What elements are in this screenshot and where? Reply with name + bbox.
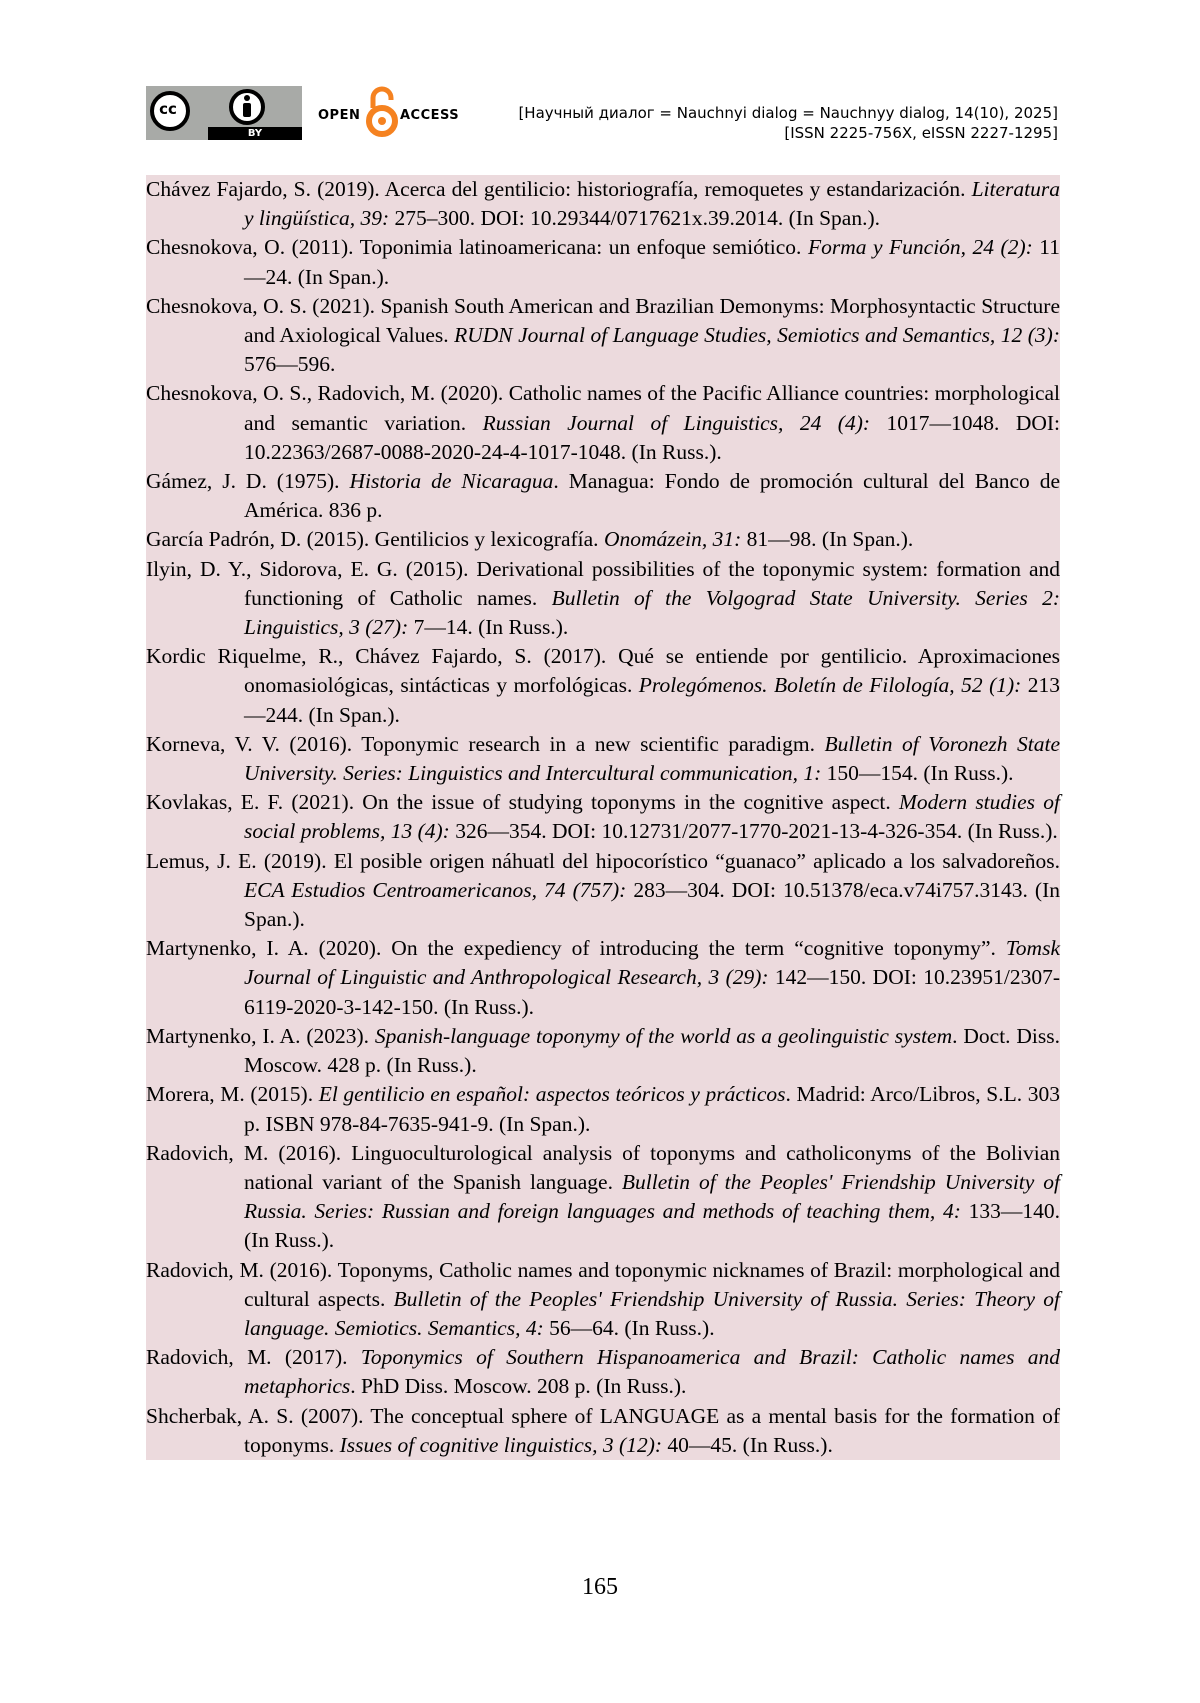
attribution-icon	[241, 95, 253, 117]
journal-citation	[518, 103, 1058, 143]
reference-entry	[146, 1080, 1060, 1138]
cc-symbol: cc	[159, 100, 177, 118]
reference-source: Bulletin of the Peoples' Friendship University of Russia. Series: Theory of language. Semiotics. Semantics, 4:	[244, 1286, 1060, 1340]
reference-source: El gentilicio en español: aspectos teóricos y prácticos	[318, 1082, 786, 1107]
reference-details: . Managua: Fondo de promoción cultural del Banco de América. 836 p.	[244, 469, 1060, 523]
reference-details: 213—244. (In Span.).	[244, 673, 1061, 727]
reference-details: 56—64. (In Russ.).	[543, 1315, 715, 1340]
reference-details: . Madrid: Arco/Libros, S.L. 303 p. ISBN 978-84-7635-941-9. (In Span.).	[244, 1082, 1060, 1136]
reference-text: Chesnokova, O. (2011). Toponimia latinoamericana: un enfoque semiótico.	[146, 235, 808, 260]
reference-details: 283—304. DOI: 10.51378/eca.v74i757.3143. (In Span.).	[244, 877, 1060, 932]
reference-source: Toponymics of Southern Hispanoamerica and Brazil: Catholic names and metaphorics	[244, 1345, 1060, 1399]
page-header	[0, 0, 1200, 150]
reference-text: Radovich, M. (2017).	[146, 1345, 361, 1370]
reference-details: 576—596.	[244, 352, 336, 377]
reference-entry	[146, 1256, 1060, 1344]
reference-text: Chesnokova, O. S. (2021). Spanish South American and Brazilian Demonyms: Morphosyntactic Structure and Axiological Values.	[146, 293, 1060, 348]
reference-source: Russian Journal of Linguistics, 24 (4):	[482, 410, 871, 435]
reference-text: Radovich, M. (2016). Toponyms, Catholic names and toponymic nicknames of Brazil: morphological and cultural aspects.	[146, 1257, 1060, 1311]
reference-text: Lemus, J. E. (2019). El posible origen náhuatl del hipocorístico “guanaco” aplicado a los salvadoreños.	[146, 848, 1060, 873]
reference-source: Tomsk Journal of Linguistic and Anthropological Research, 3 (29):	[244, 936, 1060, 990]
reference-details: 275–300. DOI: 10.29344/0717621x.39.2014. (In Span.).	[389, 206, 880, 231]
reference-text: Ilyin, D. Y., Sidorova, E. G. (2015). Derivational possibilities of the toponymic system: formation and functioning of Catholic names.	[146, 556, 1060, 610]
reference-entry	[146, 1022, 1060, 1080]
license-label: BY	[208, 127, 302, 140]
reference-source: Historia de Nicaragua	[349, 469, 554, 494]
reference-entry	[146, 847, 1060, 935]
reference-source: Modern studies of social problems, 13 (4):	[244, 790, 1060, 844]
reference-text: Kordic Riquelme, R., Chávez Fajardo, S. (2017). Qué se entiende por gentilicio. Aproximaciones onomasiológicas, sintácticas y morfológicas.	[146, 644, 1060, 698]
reference-source: Bulletin of the Peoples' Friendship University of Russia. Series: Russian and foreign languages and methods of teaching them, 4:	[244, 1169, 1060, 1224]
reference-source: Prolegómenos. Boletín de Filología, 52 (1):	[638, 673, 1022, 698]
reference-details: . Doct. Diss. Moscow. 428 p. (In Russ.).	[244, 1023, 1061, 1078]
open-access-logo	[318, 86, 458, 140]
reference-text: Martynenko, I. A. (2023).	[146, 1023, 375, 1048]
reference-text: Kovlakas, E. F. (2021). On the issue of studying toponyms in the cognitive aspect.	[146, 790, 900, 815]
journal-issn-line: [ISSN 2225-756X, eISSN 2227-1295]	[784, 124, 1058, 142]
reference-entry	[146, 175, 1060, 233]
reference-entry	[146, 292, 1060, 380]
reference-text: Korneva, V. V. (2016). Toponymic research in a new scientific paradigm.	[146, 731, 825, 756]
access-label: ACCESS	[400, 108, 460, 123]
reference-details: . PhD Diss. Moscow. 208 p. (In Russ.).	[350, 1374, 687, 1399]
reference-source: RUDN Journal of Language Studies, Semiotics and Semantics, 12 (3):	[454, 323, 1061, 348]
reference-source: ECA Estudios Centroamericanos, 74 (757):	[244, 877, 627, 902]
reference-details: 133—140. (In Russ.).	[244, 1199, 1060, 1253]
reference-details: 150—154. (In Russ.).	[821, 761, 1014, 786]
reference-source: Onomázein, 31:	[603, 527, 742, 552]
open-access-lock-icon	[364, 86, 400, 138]
reference-source: Bulletin of Voronezh State University. Series: Linguistics and Intercultural communication, 1:	[244, 731, 1060, 786]
reference-list	[146, 175, 1060, 1460]
reference-details: 142—150. DOI: 10.23951/2307-6119-2020-3-142-150. (In Russ.).	[244, 965, 1060, 1019]
reference-source: Forma y Función, 24 (2):	[807, 235, 1033, 260]
reference-details: 40—45. (In Russ.).	[662, 1432, 833, 1457]
reference-entry	[146, 379, 1060, 467]
reference-entry	[146, 525, 1060, 554]
reference-entry	[146, 1139, 1060, 1256]
reference-entry	[146, 934, 1060, 1022]
reference-text: García Padrón, D. (2015). Gentilicios y lexicografía.	[146, 527, 604, 552]
reference-text: Radovich, M. (2016). Linguoculturological analysis of toponyms and catholiconyms of the Bolivian national variant of the Spanish language.	[146, 1140, 1060, 1194]
reference-entry	[146, 555, 1060, 643]
reference-entry	[146, 467, 1060, 525]
reference-entry	[146, 233, 1060, 291]
cc-by-license-badge	[146, 86, 302, 140]
reference-details: 7—14. (In Russ.).	[408, 615, 569, 640]
reference-source: Spanish-language toponymy of the world as a geolinguistic system	[374, 1023, 953, 1048]
reference-text: Martynenko, I. A. (2020). On the expediency of introducing the term “cognitive toponymy”.	[146, 936, 1006, 961]
reference-entry	[146, 1343, 1060, 1401]
reference-text: Chesnokova, O. S., Radovich, M. (2020). Catholic names of the Pacific Alliance countries: morphological and semantic variation.	[146, 381, 1060, 435]
reference-entry	[146, 1402, 1060, 1460]
reference-source: Issues of cognitive linguistics, 3 (12):	[339, 1432, 663, 1457]
reference-entry	[146, 642, 1060, 730]
open-label: OPEN	[318, 108, 361, 123]
reference-text: Shcherbak, A. S. (2007). The conceptual sphere of LANGUAGE as a mental basis for the formation of toponyms.	[146, 1403, 1060, 1457]
journal-title-line: [Научный диалог = Nauchnyi dialog = Nauchnyy dialog, 14(10), 2025]	[518, 104, 1058, 122]
reference-details: 81—98. (In Span.).	[741, 527, 914, 552]
reference-source: Bulletin of the Volgograd State University. Series 2: Linguistics, 3 (27):	[244, 585, 1060, 640]
reference-details: 11—24. (In Span.).	[244, 235, 1060, 289]
reference-source: Literatura y lingüística, 39:	[244, 177, 1060, 231]
reference-text: Morera, M. (2015).	[146, 1082, 319, 1107]
page-number: 165	[582, 1574, 618, 1600]
reference-entry	[146, 788, 1060, 846]
reference-entry	[146, 730, 1060, 788]
reference-details: 1017—1048. DOI: 10.22363/2687-0088-2020-24-4-1017-1048. (In Russ.).	[244, 410, 1061, 464]
reference-text: Gámez, J. D. (1975).	[146, 469, 350, 494]
reference-details: 326—354. DOI: 10.12731/2077-1770-2021-13-4-326-354. (In Russ.).	[449, 819, 1058, 844]
reference-text: Chávez Fajardo, S. (2019). Acerca del gentilicio: historiografía, remoquetes y estandarización.	[146, 177, 972, 201]
